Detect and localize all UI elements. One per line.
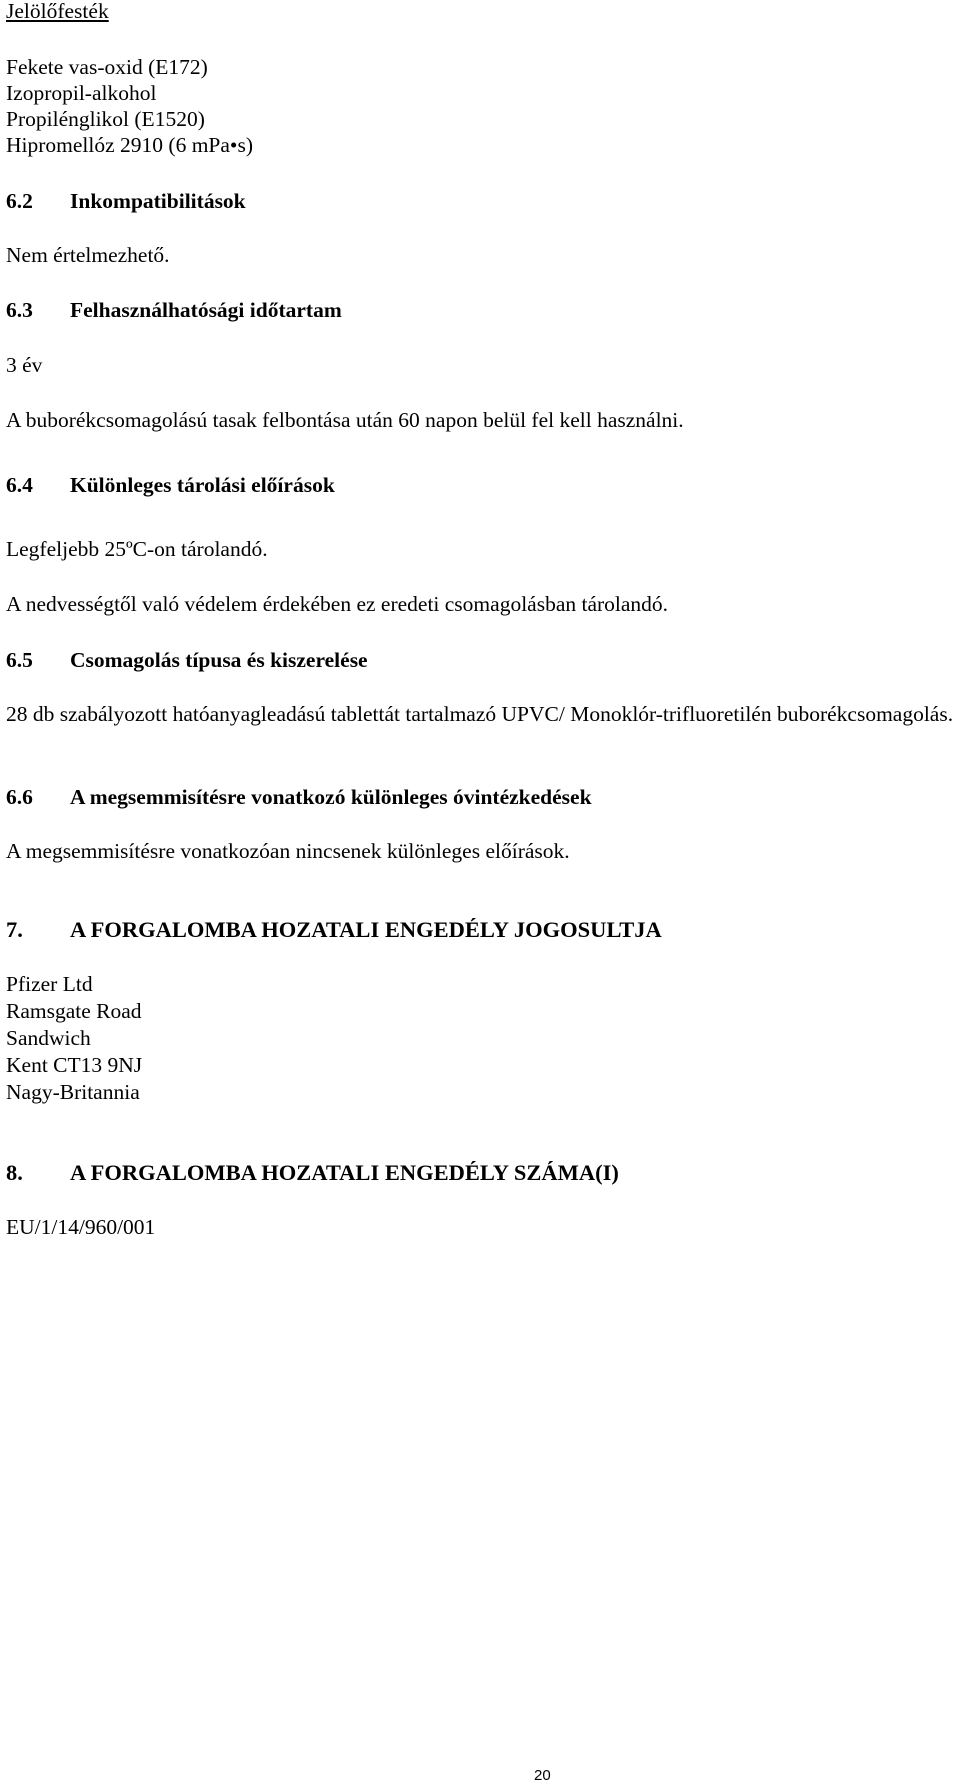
section-title: A FORGALOMBA HOZATALI ENGEDÉLY SZÁMA(I): [70, 1160, 619, 1185]
section-title: Különleges tárolási előírások: [70, 473, 335, 497]
authorisation-number: EU/1/14/960/001: [6, 1215, 156, 1239]
section-6-3-text: A buborékcsomagolású tasak felbontása után 60 napon belül fel kell használni.: [6, 408, 684, 432]
section-6-6-heading: [6, 784, 592, 810]
section-title: A megsemmisítésre vonatkozó különleges óvintézkedések: [70, 785, 592, 809]
address-line: Nagy-Britannia: [6, 1080, 140, 1104]
section-number: 6.6: [6, 785, 33, 809]
address-line: Ramsgate Road: [6, 999, 142, 1023]
section-number: 6.4: [6, 473, 33, 497]
section-title: Felhasználhatósági időtartam: [70, 298, 342, 322]
section-6-5-text: 28 db szabályozott hatóanyagleadású tablettát tartalmazó UPVC/ Monoklór-trifluoretilén buborékcsomagolás.: [6, 702, 954, 726]
section-6-3-heading: [6, 297, 342, 323]
section-6-6-text: A megsemmisítésre vonatkozóan nincsenek különleges előírások.: [6, 839, 570, 863]
ingredient-item: Propilénglikol (E1520): [6, 107, 205, 131]
section-number: 7.: [6, 917, 23, 942]
address-line: Pfizer Ltd: [6, 972, 93, 996]
section-number: 6.5: [6, 648, 33, 672]
section-number: 6.3: [6, 298, 33, 322]
marker-ink-heading: Jelölőfesték: [6, 0, 109, 23]
ingredient-item: Izopropil-alkohol: [6, 81, 157, 105]
section-6-4-moisture: A nedvességtől való védelem érdekében ez eredeti csomagolásban tárolandó.: [6, 592, 669, 616]
page-number: 20: [534, 1767, 551, 1784]
section-6-2-text: Nem értelmezhető.: [6, 243, 170, 267]
section-title: Csomagolás típusa és kiszerelése: [70, 648, 368, 672]
section-6-2-heading: [6, 188, 246, 214]
address-line: Sandwich: [6, 1026, 91, 1050]
ingredient-item: Hipromellóz 2910 (6 mPa•s): [6, 133, 253, 157]
section-title: Inkompatibilitások: [70, 189, 246, 213]
section-6-3-shelf-life: 3 év: [6, 353, 43, 377]
section-number: 6.2: [6, 189, 33, 213]
section-number: 8.: [6, 1160, 23, 1185]
section-7-heading: [6, 917, 662, 943]
section-6-4-heading: [6, 472, 335, 498]
ingredient-item: Fekete vas-oxid (E172): [6, 55, 208, 79]
section-6-5-heading: [6, 647, 368, 673]
address-line: Kent CT13 9NJ: [6, 1053, 143, 1077]
section-8-heading: [6, 1160, 619, 1186]
section-title: A FORGALOMBA HOZATALI ENGEDÉLY JOGOSULTJA: [70, 917, 662, 942]
section-6-4-temperature: Legfeljebb 25ºC-on tárolandó.: [6, 537, 268, 561]
